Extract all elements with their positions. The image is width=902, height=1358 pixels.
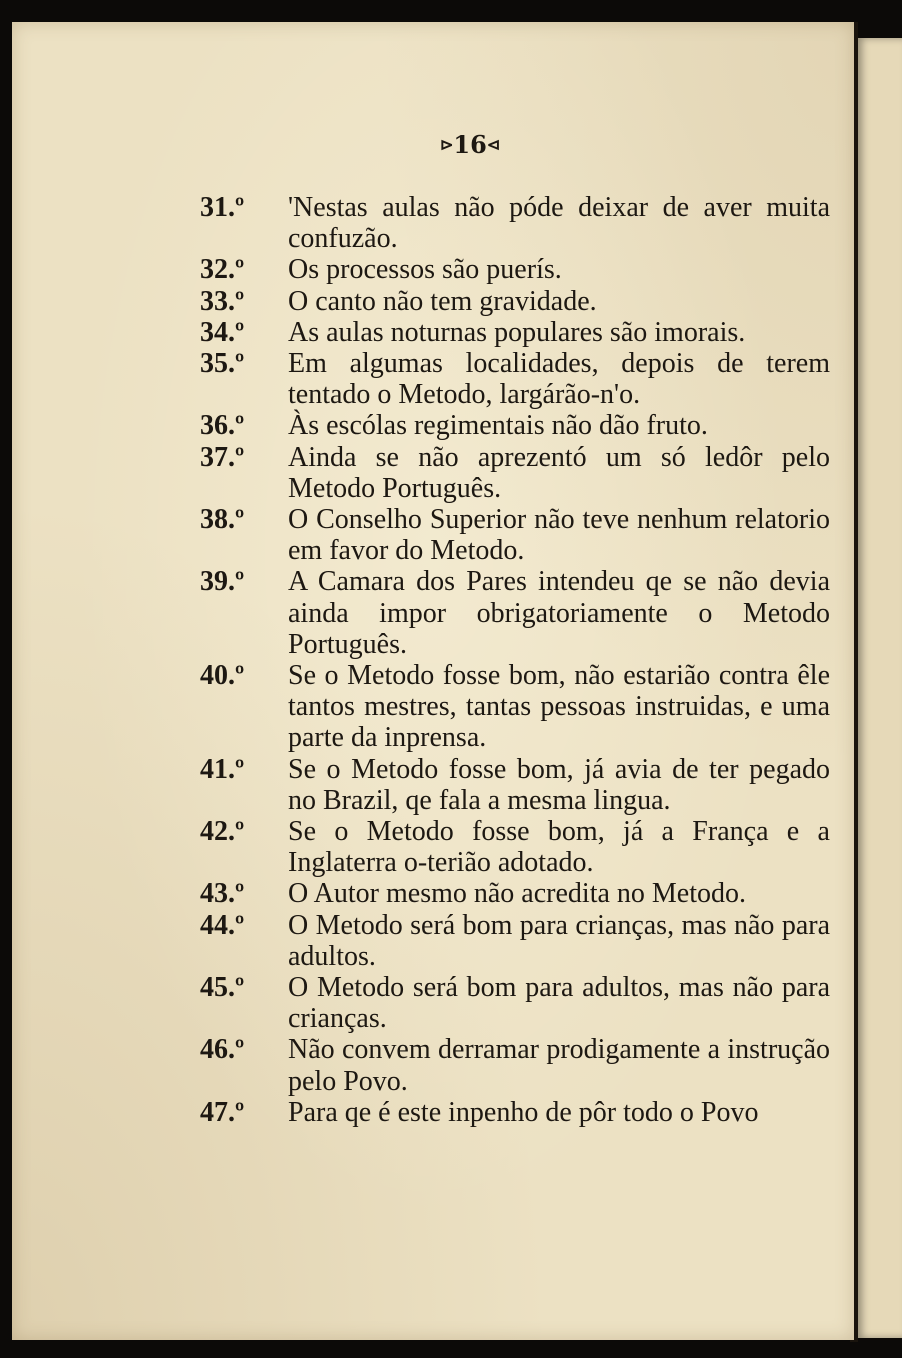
list-item [190,317,830,348]
item-number: 45.º [200,972,245,1004]
list-item [190,566,830,660]
list-item [190,816,830,878]
item-number: 33.º [200,285,245,317]
item-text: O canto não tem gravidade. [288,285,597,317]
item-text: A Camara dos Pares intendeu qe se não devia ainda impor obrigatoriamente o Metodo Português. [288,566,830,660]
list-item [190,660,830,754]
list-item [190,972,830,1034]
item-text: Os processos são puerís. [288,254,562,286]
item-text: Para qe é este inpenho de pôr todo o Povo [288,1096,759,1128]
item-number: 36.º [200,410,245,442]
numbered-list [190,192,830,1128]
item-text: Se o Metodo fosse bom, já a França e a Inglaterra o-terião adotado. [288,816,830,879]
item-number: 38.º [200,504,245,536]
next-page-edge [856,38,902,1338]
header-right-ornament: ⊲ [486,135,501,154]
list-item [190,754,830,816]
list-item [190,286,830,317]
list-item [190,442,830,504]
page-number: 16 [453,130,487,159]
list-item [190,348,830,410]
list-item [190,1097,830,1128]
item-number: 44.º [200,909,245,941]
item-number: 42.º [200,816,245,848]
item-number: 46.º [200,1034,245,1066]
list-item [190,1034,830,1096]
list-item [190,504,830,566]
item-text: Ainda se não aprezentó um só ledôr pelo Metodo Português. [288,441,830,504]
item-number: 40.º [200,660,245,692]
item-text: Em algumas localidades, depois de terem tentado o Metodo, largárão-n'o. [288,348,830,411]
item-text: 'Nestas aulas não póde deixar de aver muita confuzão. [288,192,830,255]
item-text: Se o Metodo fosse bom, já avia de ter pegado no Brazil, qe fala a mesma lingua. [288,753,830,816]
item-text: O Autor mesmo não acredita no Metodo. [288,878,747,910]
list-item [190,254,830,285]
item-number: 35.º [200,348,245,380]
item-text: As aulas noturnas populares são imorais. [288,316,746,348]
item-number: 47.º [200,1096,245,1128]
item-number: 41.º [200,753,245,785]
list-item [190,192,830,254]
item-text: O Metodo será bom para crianças, mas não para adultos. [288,909,830,972]
list-item [190,910,830,972]
item-number: 34.º [200,316,245,348]
item-number: 43.º [200,878,245,910]
item-number: 32.º [200,254,245,286]
page-header [440,130,580,159]
list-item [190,878,830,909]
item-text: Se o Metodo fosse bom, não estarião contra êle tantos mestres, tantas pessoas instruidas, e uma parte da inprensa. [288,660,830,754]
item-text: Às escólas regimentais não dão fruto. [288,410,708,442]
item-text: O Metodo será bom para adultos, mas não para crianças. [288,972,830,1035]
item-number: 39.º [200,566,245,598]
item-text: O Conselho Superior não teve nenhum relatorio em favor do Metodo. [288,504,830,567]
item-number: 37.º [200,441,245,473]
item-text: Não convem derramar prodigamente a instrução pelo Povo. [288,1034,830,1097]
item-number: 31.º [200,192,245,223]
header-left-ornament: ⊳ [440,135,454,154]
list-item [190,410,830,441]
